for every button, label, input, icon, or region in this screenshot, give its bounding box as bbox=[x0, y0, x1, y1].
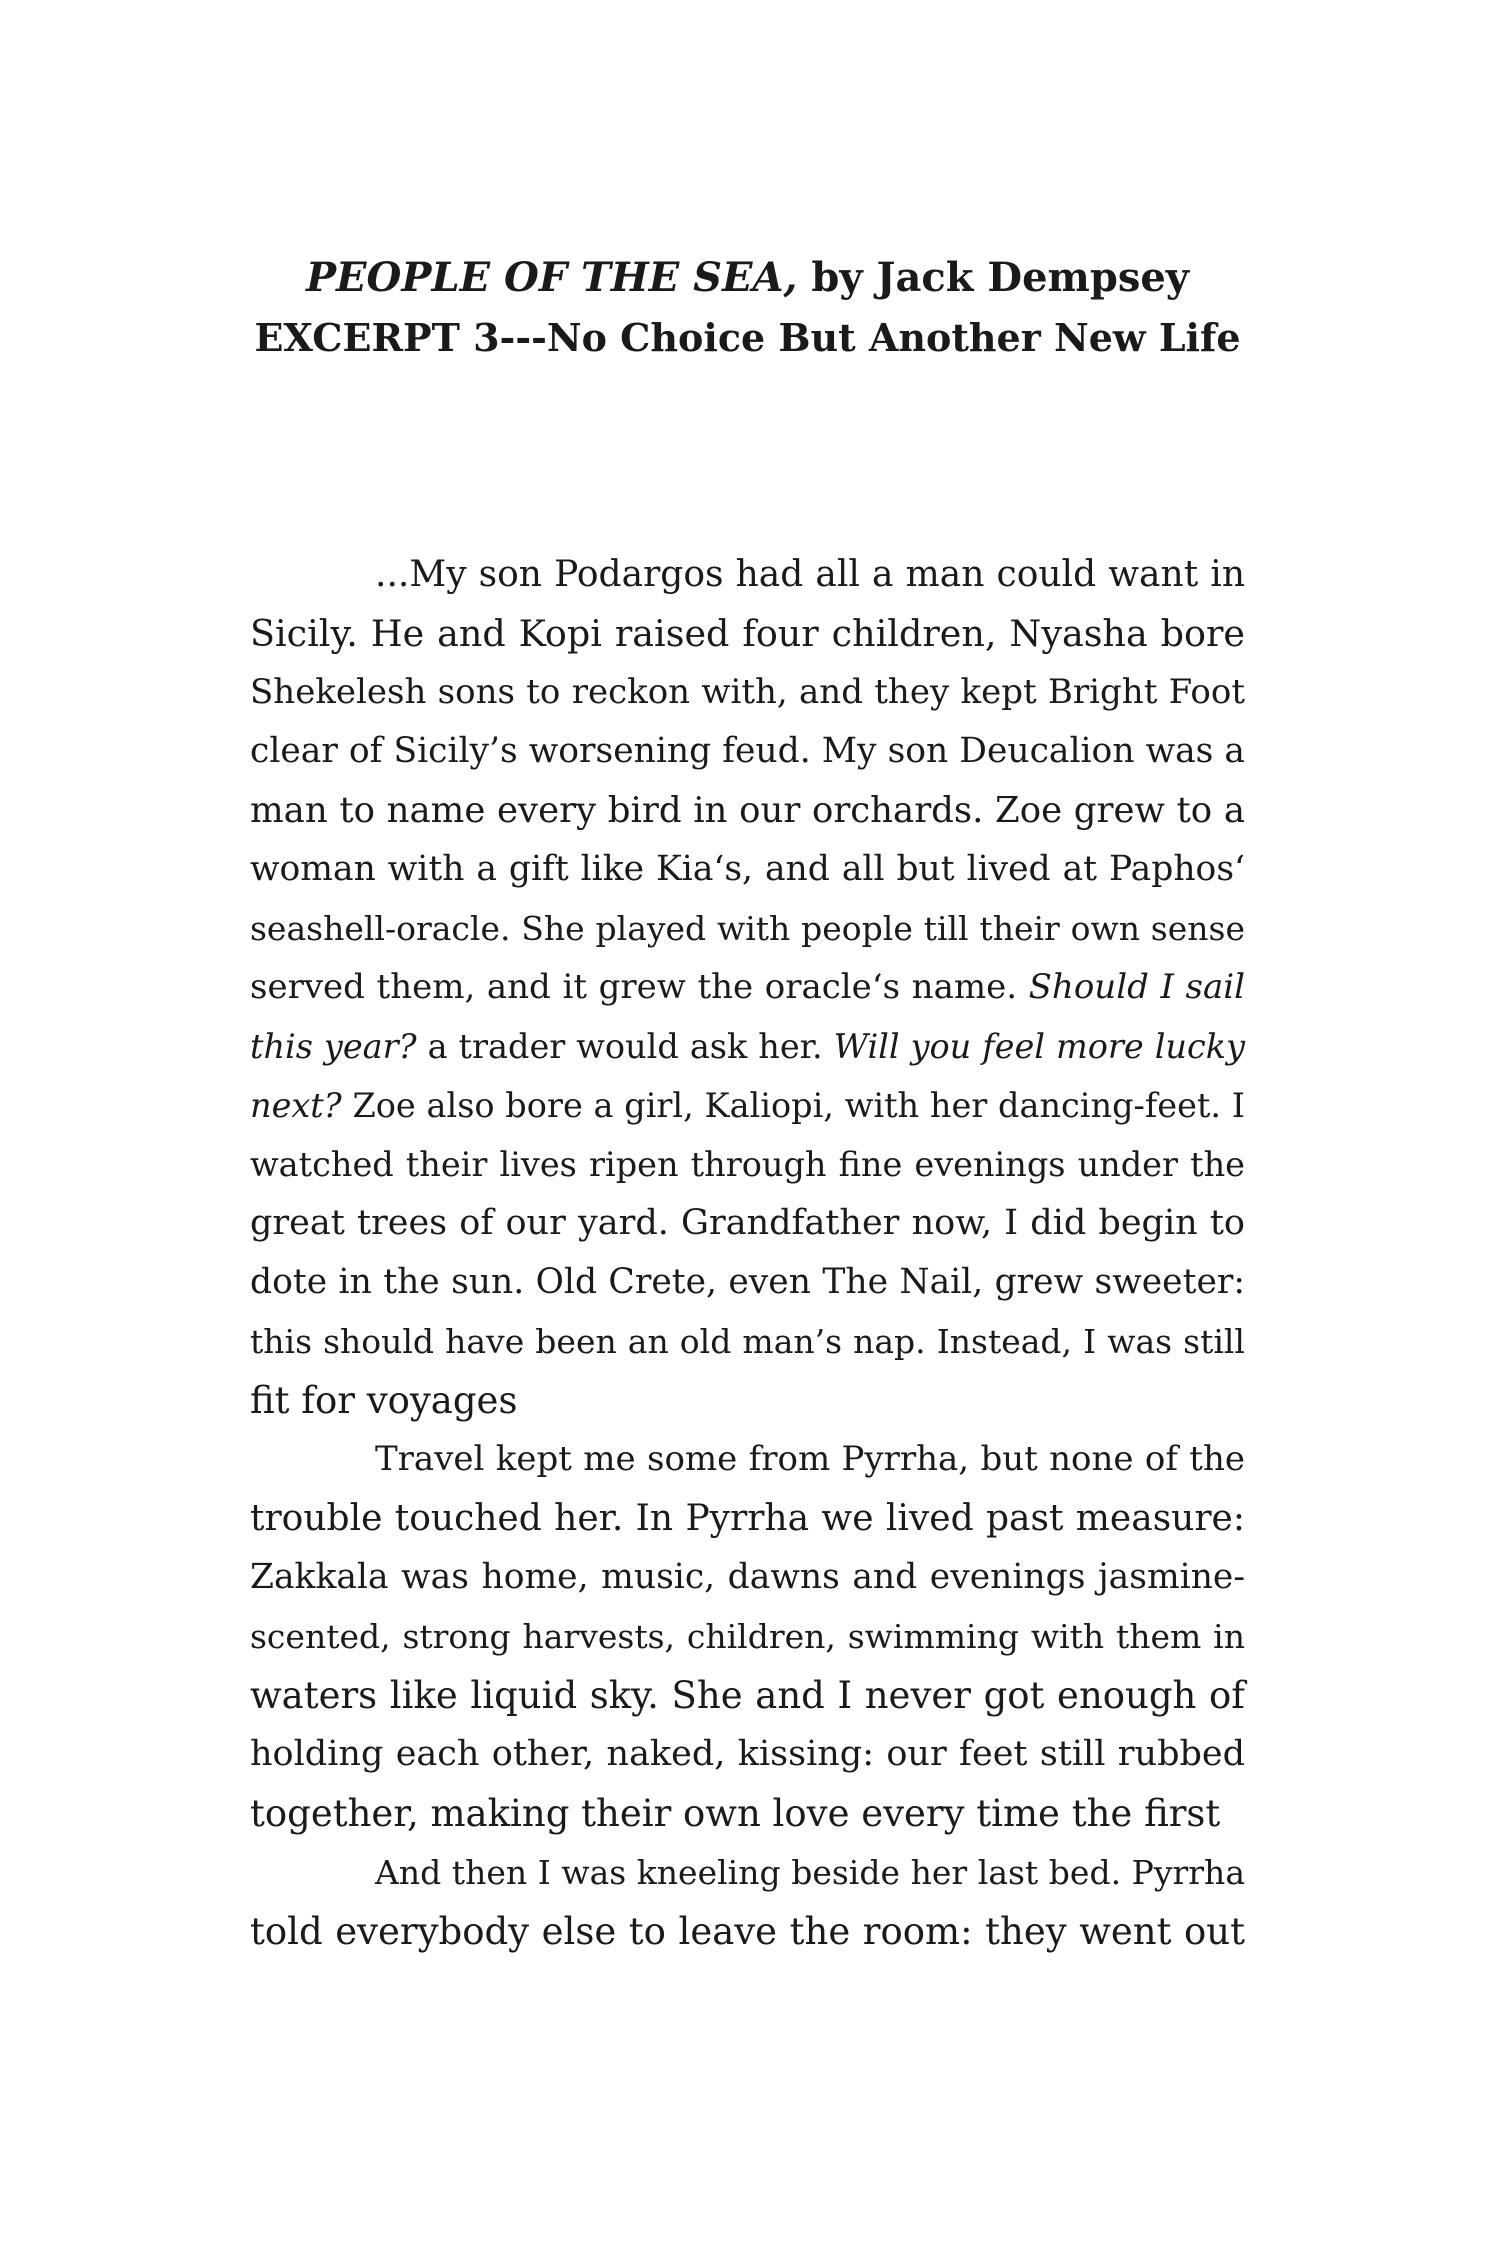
text-line: dote in the sun. Old Crete, even The Nail, grew sweeter: bbox=[250, 1262, 1245, 1302]
book-title-line bbox=[250, 248, 1245, 308]
text-line: great trees of our yard. Grandfather now, I did begin to bbox=[250, 1203, 1245, 1243]
text-line: Zakkala was home, music, dawns and evenings jasmine- bbox=[250, 1557, 1245, 1597]
text-line bbox=[250, 1017, 1245, 1076]
italic-question: Should I sail bbox=[1028, 967, 1245, 1007]
text-line: told everybody else to leave the room: they went out bbox=[250, 1910, 1245, 1953]
text-line: together, making their own love every time the first bbox=[250, 1792, 1221, 1835]
text-line: man to name every bird in our orchards. Zoe grew to a bbox=[250, 790, 1245, 831]
italic-question: this year? bbox=[250, 1027, 417, 1066]
text-line: ...My son Podargos had all a man could want in bbox=[375, 554, 1245, 595]
text-line: Sicily. He and Kopi raised four children, Nyasha bore bbox=[250, 612, 1245, 655]
document-page bbox=[250, 0, 1245, 2250]
text-line: watched their lives ripen through fine evenings under the bbox=[250, 1145, 1245, 1184]
text-line: holding each other, naked, kissing: our feet still rubbed bbox=[250, 1734, 1245, 1774]
title-block bbox=[250, 248, 1245, 368]
text-line: fit for voyages bbox=[250, 1379, 518, 1422]
text-line: Shekelesh sons to reckon with, and they kept Bright Foot bbox=[250, 672, 1245, 712]
text-line: woman with a gift like Kia‘s, and all but lived at Paphos‘ bbox=[250, 849, 1245, 889]
text-line: Travel kept me some from Pyrrha, but none of the bbox=[375, 1439, 1245, 1479]
excerpt-title: EXCERPT 3---No Choice But Another New Life bbox=[254, 315, 1241, 360]
text-line: seashell-oracle. She played with people till their own sense bbox=[250, 909, 1245, 948]
author-byline: by Jack Dempsey bbox=[797, 254, 1190, 301]
body-text bbox=[250, 545, 1245, 1961]
text-line: trouble touched her. In Pyrrha we lived past measure: bbox=[250, 1498, 1245, 1539]
text-fragment: a trader would ask her. bbox=[427, 1027, 823, 1066]
text-line: this should have been an old man’s nap. Instead, I was still bbox=[250, 1322, 1245, 1361]
text-line: And then I was kneeling beside her last bed. Pyrrha bbox=[375, 1853, 1245, 1892]
book-title: PEOPLE OF THE SEA, bbox=[305, 254, 798, 301]
text-line: clear of Sicily’s worsening feud. My son Deucalion was a bbox=[250, 731, 1245, 771]
text-fragment: Zoe also bore a girl, Kaliopi, with her dancing-feet. I bbox=[352, 1086, 1246, 1125]
italic-question: Will you feel more lucky bbox=[833, 1027, 1245, 1066]
text-line bbox=[250, 958, 1245, 1017]
italic-question: next? bbox=[250, 1086, 342, 1125]
text-fragment: served them, and it grew the oracle‘s name. bbox=[250, 967, 1018, 1007]
text-line: scented, strong harvests, children, swimming with them in bbox=[250, 1617, 1245, 1656]
text-line: waters like liquid sky. She and I never got enough of bbox=[250, 1674, 1245, 1717]
text-line bbox=[250, 1076, 1245, 1135]
